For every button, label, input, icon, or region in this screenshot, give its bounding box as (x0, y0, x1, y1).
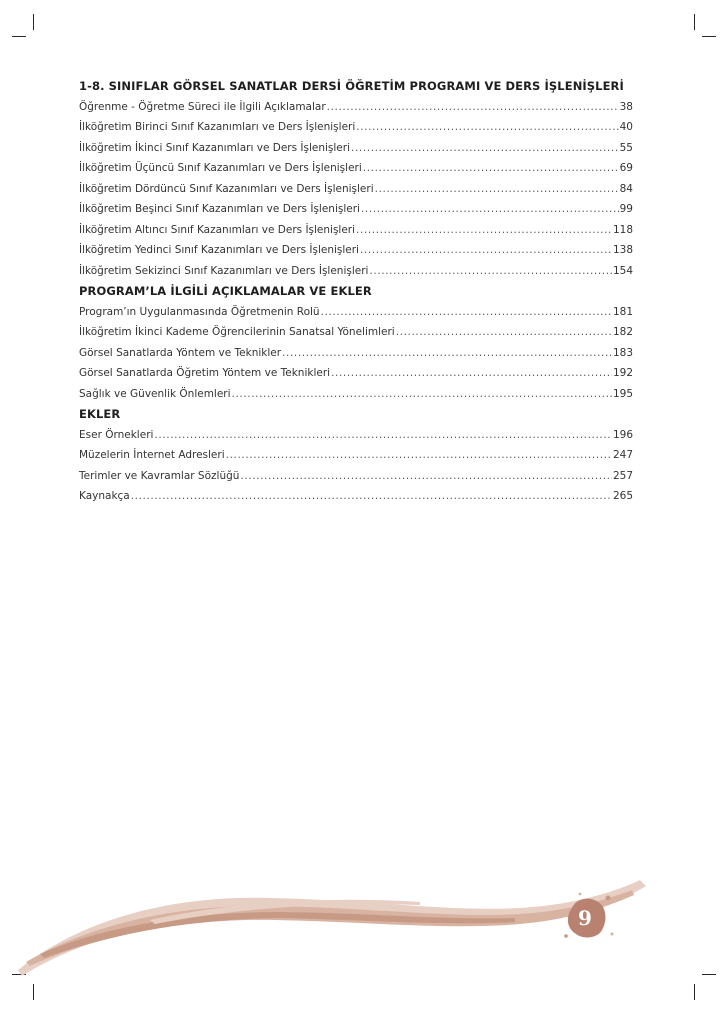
dot-leader (375, 179, 619, 200)
toc-entry-title: İlköğretim Üçüncü Sınıf Kazanımları ve Ders İşlenişleri (79, 162, 362, 174)
toc-entry-title: İlköğretim Dördüncü Sınıf Kazanımları ve Ders İşlenişleri (79, 182, 374, 195)
toc-entry-title: İlköğretim Beşinci Sınıf Kazanımları ve Ders İşlenişleri (79, 203, 360, 215)
dot-leader (363, 158, 619, 179)
toc-section-heading: 1-8. SINIFLAR GÖRSEL SANATLAR DERSİ ÖĞRETİM PROGRAMI VE DERS İŞLENİŞLERİ (79, 79, 624, 93)
toc-entry-title: İlköğretim İkinci Kademe Öğrencilerinin Sanatsal Yönelimleri (79, 326, 395, 338)
toc-entry[interactable] (79, 302, 633, 323)
toc-entry-page: 69 (619, 162, 633, 174)
splash-drop (611, 933, 614, 936)
splash-drop (606, 896, 611, 901)
toc-entry-page: 55 (619, 141, 633, 154)
toc-entry-title: Müzelerin İnternet Adresleri (79, 449, 225, 461)
brush-wave-decoration (0, 850, 728, 980)
dot-leader (131, 486, 612, 507)
toc-entry[interactable] (79, 425, 633, 446)
toc-entry-page: 265 (612, 490, 633, 502)
toc-entry-title: İlköğretim İkinci Sınıf Kazanımları ve Ders İşlenişleri (79, 141, 351, 154)
toc-entry-title: Sağlık ve Güvenlik Önlemleri (79, 387, 231, 400)
dot-leader (154, 425, 612, 446)
toc-entry-title: Kaynakça (79, 490, 130, 502)
toc-entry[interactable] (79, 240, 633, 261)
toc-entry-page: 38 (619, 100, 633, 113)
dot-leader (351, 138, 619, 159)
dot-leader (321, 302, 612, 323)
dot-leader (356, 117, 618, 138)
dot-leader (360, 240, 612, 261)
toc-entry[interactable] (79, 179, 633, 200)
toc-entry-title: İlköğretim Altıncı Sınıf Kazanımları ve Ders İşlenişleri (79, 223, 356, 236)
toc-entry-title: İlköğretim Birinci Sınıf Kazanımları ve Ders İşlenişleri (79, 121, 356, 133)
dot-leader (282, 343, 612, 364)
dot-leader (396, 322, 612, 343)
toc-entry[interactable] (79, 261, 633, 282)
toc-entry-title: Terimler ve Kavramlar Sözlüğü (79, 469, 240, 482)
crop-mark-bottom-left-v (33, 984, 34, 1000)
table-of-contents (79, 76, 633, 507)
splash-drop (579, 893, 582, 896)
crop-mark-top-left-h (12, 36, 26, 37)
crop-mark-top-left-v (33, 14, 34, 30)
toc-entry[interactable] (79, 199, 633, 220)
toc-entry-title: Program’ın Uygulanmasında Öğretmenin Rolü (79, 305, 320, 318)
toc-entry-page: 181 (612, 305, 633, 318)
toc-entry-page: 257 (612, 469, 633, 482)
crop-mark-top-right-h (702, 36, 716, 37)
toc-entry-page: 40 (619, 121, 633, 133)
dot-leader (327, 97, 619, 118)
splash-drop (564, 934, 568, 938)
dot-leader (369, 261, 611, 282)
toc-entry[interactable] (79, 97, 633, 118)
toc-entry-title: Görsel Sanatlarda Yöntem ve Teknikler (79, 346, 282, 359)
page-number: 9 (578, 906, 592, 930)
toc-entry-page: 192 (612, 367, 633, 379)
toc-entry-title: İlköğretim Sekizinci Sınıf Kazanımları ve Ders İşlenişleri (79, 264, 369, 277)
toc-section-heading: PROGRAM’LA İLGİLİ AÇIKLAMALAR VE EKLER (79, 284, 372, 298)
dot-leader (361, 199, 619, 220)
toc-entry[interactable] (79, 486, 633, 507)
toc-entry-title: Eser Örnekleri (79, 428, 154, 441)
toc-entry-page: 195 (612, 387, 633, 400)
toc-entry-page: 99 (619, 203, 633, 215)
dot-leader (356, 220, 612, 241)
toc-entry-title: Görsel Sanatlarda Öğretim Yöntem ve Teknikleri (79, 367, 331, 379)
dot-leader (232, 384, 612, 405)
dot-leader (226, 445, 612, 466)
toc-entry-page: 138 (612, 244, 633, 256)
toc-entry-page: 247 (612, 449, 633, 461)
toc-entry-page: 154 (612, 264, 633, 277)
toc-entry[interactable] (79, 343, 633, 364)
toc-entry[interactable] (79, 158, 633, 179)
crop-mark-top-right-v (694, 14, 695, 30)
toc-entry-title: Öğrenme - Öğretme Süreci ile İlgili Açıklamalar (79, 100, 326, 113)
dot-leader (331, 363, 612, 384)
dot-leader (240, 466, 612, 487)
toc-entry-page: 182 (612, 326, 633, 338)
toc-entry-page: 84 (619, 182, 633, 195)
toc-entry-page: 118 (612, 223, 633, 236)
toc-entry-title: İlköğretim Yedinci Sınıf Kazanımları ve Ders İşlenişleri (79, 244, 359, 256)
toc-entry[interactable] (79, 445, 633, 466)
toc-entry[interactable] (79, 322, 633, 343)
crop-mark-bottom-right-v (694, 984, 695, 1000)
toc-entry[interactable] (79, 138, 633, 159)
toc-entry[interactable] (79, 363, 633, 384)
toc-section-heading: EKLER (79, 407, 121, 421)
toc-entry[interactable] (79, 220, 633, 241)
toc-entry-page: 196 (612, 428, 633, 441)
toc-entry[interactable] (79, 384, 633, 405)
toc-entry[interactable] (79, 117, 633, 138)
toc-entry-page: 183 (612, 346, 633, 359)
toc-entry[interactable] (79, 466, 633, 487)
